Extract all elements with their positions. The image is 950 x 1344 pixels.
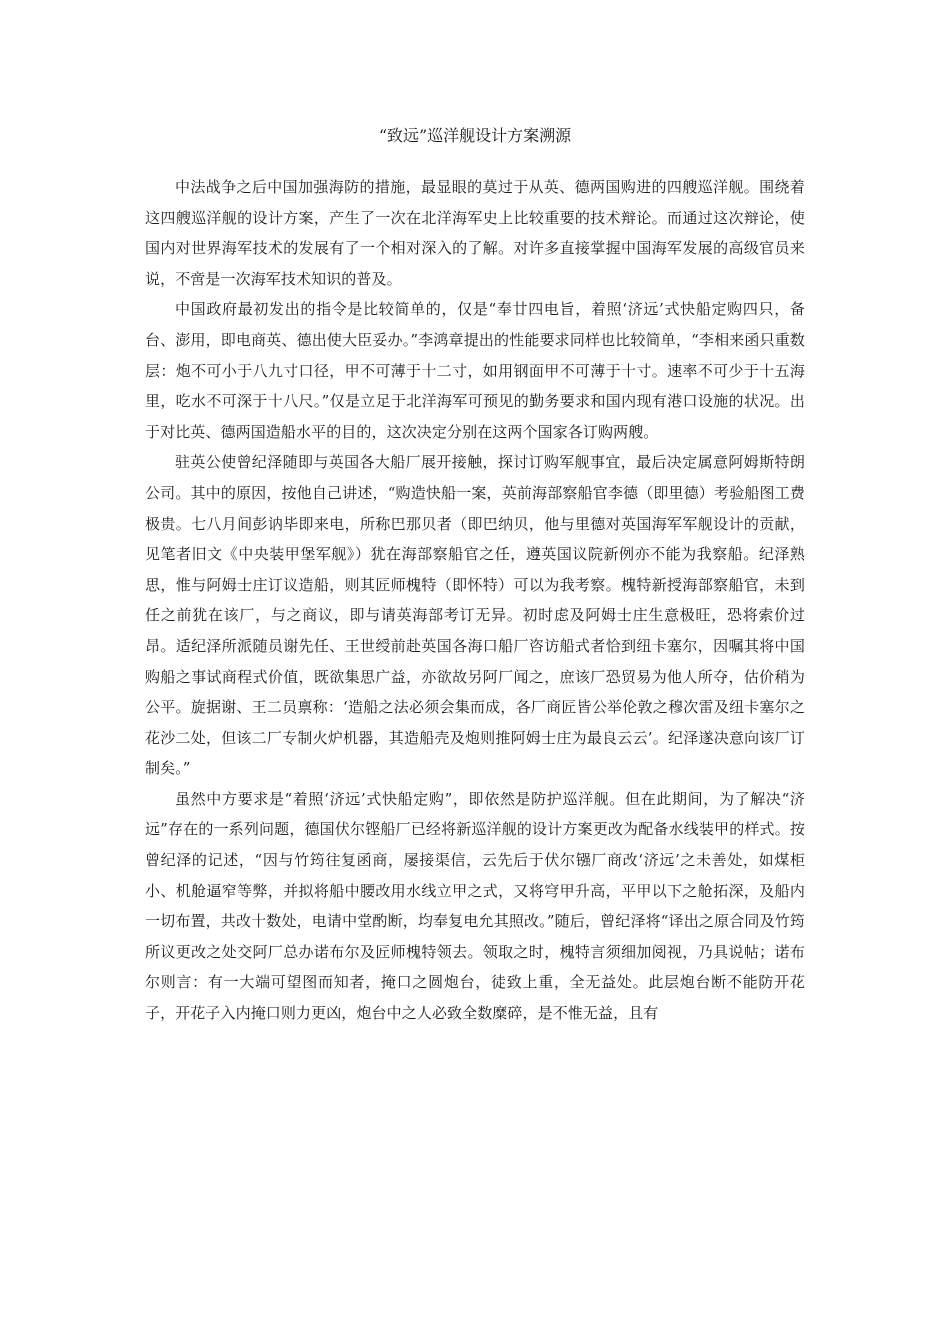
paragraph-4: 虽然中方要求是“着照‘济远’式快船定购”，即依然是防护巡洋舰。但在此期间，为了解决“济远”存在的一系列问题，德国伏尔铿船厂已经将新巡洋舰的设计方案更改为配备水线装甲的样式。按曾纪泽的记述，“因与竹筠往复函商，屡接渠信，云先后于伏尔镪厂商改‘济远’之未善处，如煤柜小、机舱逼窄等弊，并拟将船中腰改用水线立甲之式，又将穹甲升高，平甲以下之舱拓深，及船内一切布置，共改十数处，电请中堂酌断，均奉复电允其照改。”随后，曾纪泽将“译出之原合同及竹筠所议更改之处交阿厂总办诺布尔及匠师槐特领去。领取之时，槐特言须细加阅视，乃具说帖；诺布尔则言：有一大端可望图而知者，掩口之圆炮台，徒致上重，全无益处。此层炮台断不能防开花子，开花子入内掩口则力更凶，炮台中之人必致全数糜碎，是不惟无益，且有 — [145, 789, 805, 1023]
paragraph-2: 中国政府最初发出的指令是比较简单的，仅是“奉廿四电旨，着照‘济远’式快船定购四只，备台、澎用，即电商英、德出使大臣妥办。”李鸿章提出的性能要求同样也比较简单，“李相来函只重数层：炮不可小于八九寸口径，甲不可薄于十二寸，如用钢面甲不可薄于十寸。速率不可少于十五海里，吃水不可深于十八尺。”仅是立足于北洋海军可预见的勤务要求和国内现有港口设施的状况。出于对比英、德两国造船水平的目的，这次决定分别在这两个国家各订购两艘。 — [145, 300, 805, 441]
paragraph-1: 中法战争之后中国加强海防的措施，最显眼的莫过于从英、德两国购进的四艘巡洋舰。围绕着这四艘巡洋舰的设计方案，产生了一次在北洋海军史上比较重要的技术辩论。而通过这次辩论，使国内对世界海军技术的发展有了一个相对深入的了解。对许多直接掌握中国海军发展的高级官员来说，不啻是一次海军技术知识的普及。 — [145, 178, 805, 288]
paragraph-3: 驻英公使曾纪泽随即与英国各大船厂展开接触，探讨订购军舰事宜，最后决定属意阿姆斯特朗公司。其中的原因，按他自己讲述，“购造快船一案，英前海部察船官李德（即里德）考验船图工费极贵。七八月间彭讷毕即来电，所称巴那贝者（即巴纳贝，他与里德对英国海军军舰设计的贡献，见笔者旧文《中央装甲堡军舰》）犹在海部察船官之任，遵英国议院新例亦不能为我察船。纪泽熟思，惟与阿姆士庄订议造船，则其匠师槐特（即怀特）可以为我考察。槐特新授海部察船官，未到任之前犹在该厂，与之商议，即与请英海部考订无异。初时虑及阿姆士庄生意极旺，恐将索价过昂。适纪泽所派随员谢先任、王世绶前赴英国各海口船厂咨访船式者恰到纽卡塞尔，因嘱其将中国购船之事试商程式价值，既欲集思广益，亦欲故另阿厂闻之，庶该厂恐贸易为他人所夺，估价稍为公平。旋据谢、王二员禀称：‘造船之法必须会集而成，各厂商匠皆公举伦敦之穆次雷及纽卡塞尔之花沙二处，但该二厂专制火炉机器，其造船壳及炮则推阿姆士庄为最良云云’。纪泽遂决意向该厂订制矣。” — [145, 453, 805, 778]
document-body — [145, 172, 805, 1029]
document-title: “致远”巡洋舰设计方案溯源 — [378, 126, 572, 145]
